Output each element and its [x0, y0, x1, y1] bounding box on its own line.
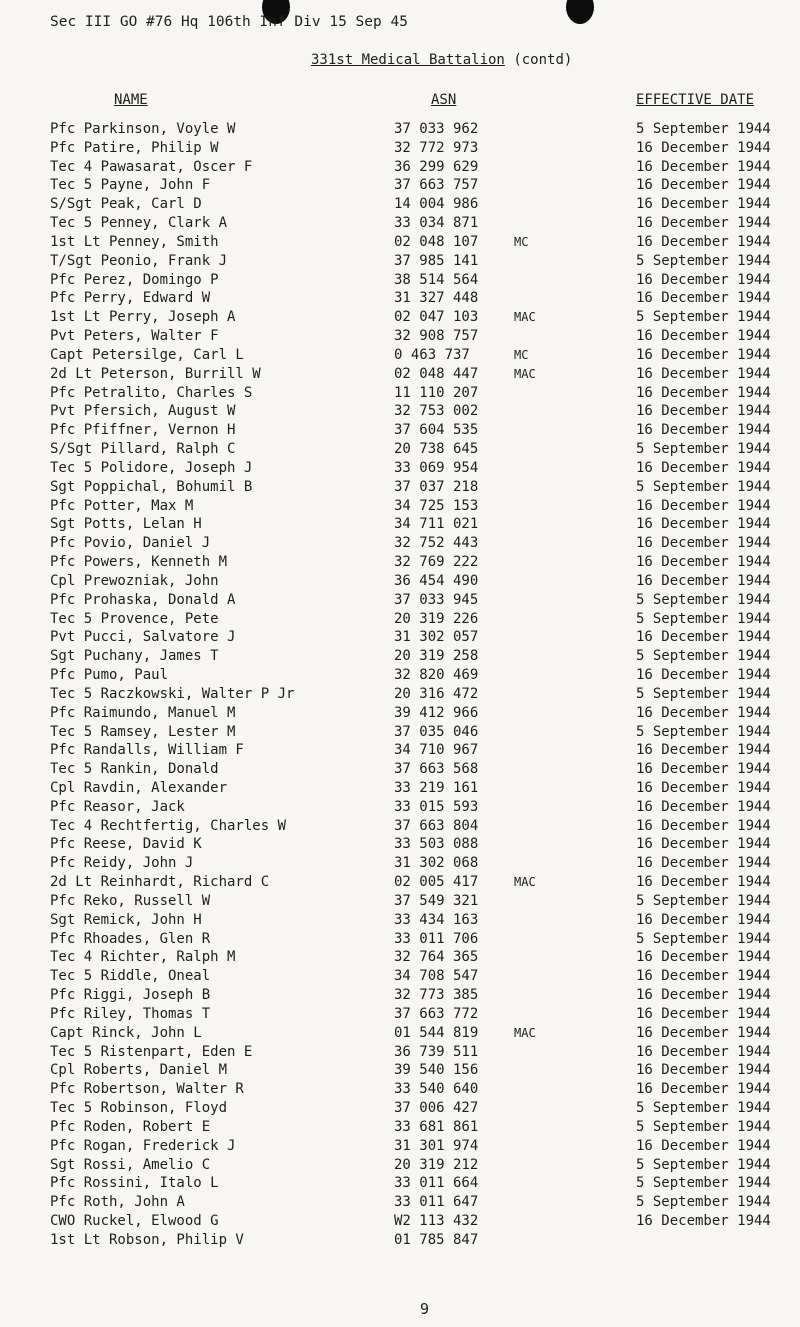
effective-date: 16 December 1944 — [636, 798, 771, 815]
table-row — [0, 1099, 800, 1118]
person-name: CWO Ruckel, Elwood G — [50, 1213, 219, 1230]
effective-date: 16 December 1944 — [636, 704, 771, 721]
table-row — [0, 440, 800, 459]
table-row — [0, 1231, 800, 1250]
asn-value: 11 110 207 — [394, 384, 479, 401]
effective-date: 16 December 1944 — [636, 761, 771, 778]
asn-value: 37 663 772 — [394, 1005, 479, 1022]
person-name: Pfc Povio, Daniel J — [50, 535, 211, 552]
effective-date: 16 December 1944 — [636, 139, 771, 156]
table-row — [0, 553, 800, 572]
table-row — [0, 289, 800, 308]
effective-date: 5 September 1944 — [636, 685, 771, 702]
asn-value: 20 319 212 — [394, 1156, 479, 1173]
table-row — [0, 911, 800, 930]
asn-value: 33 011 647 — [394, 1194, 479, 1211]
person-name: Pfc Reko, Russell W — [50, 892, 211, 909]
asn-value: 02 048 107 — [394, 233, 479, 250]
table-row — [0, 741, 800, 760]
person-name: Pfc Rossini, Italo L — [50, 1175, 219, 1192]
person-name: Tec 5 Robinson, Floyd — [50, 1100, 228, 1117]
effective-date: 16 December 1944 — [636, 384, 771, 401]
table-row — [0, 459, 800, 478]
effective-date: 16 December 1944 — [636, 987, 771, 1004]
table-row — [0, 967, 800, 986]
person-name: T/Sgt Peonio, Frank J — [50, 252, 228, 269]
asn-value: 33 034 871 — [394, 215, 479, 232]
effective-date: 16 December 1944 — [636, 346, 771, 363]
effective-date: 16 December 1944 — [636, 403, 771, 420]
table-row — [0, 666, 800, 685]
asn-value: 31 327 448 — [394, 290, 479, 307]
effective-date: 16 December 1944 — [636, 271, 771, 288]
asn-value: 32 908 757 — [394, 328, 479, 345]
person-name: Pfc Robertson, Walter R — [50, 1081, 244, 1098]
effective-date: 16 December 1944 — [636, 874, 771, 891]
effective-date: 5 September 1944 — [636, 1156, 771, 1173]
effective-date: 16 December 1944 — [636, 177, 771, 194]
asn-value: 33 011 706 — [394, 930, 479, 947]
asn-value: 01 785 847 — [394, 1231, 479, 1248]
asn-value: 34 725 153 — [394, 497, 479, 514]
corps-designation: MAC — [514, 366, 536, 381]
person-name: Tec 5 Provence, Pete — [50, 610, 219, 627]
table-row — [0, 591, 800, 610]
unit-title-suffix: (contd) — [513, 52, 573, 68]
asn-value: 37 033 962 — [394, 121, 479, 137]
table-row — [0, 402, 800, 421]
effective-date: 16 December 1944 — [636, 629, 771, 646]
asn-value: 36 299 629 — [394, 158, 479, 175]
effective-date: 5 September 1944 — [636, 930, 771, 947]
asn-value: 33 219 161 — [394, 779, 479, 796]
asn-value: 33 540 640 — [394, 1081, 479, 1098]
table-row — [0, 779, 800, 798]
effective-date: 16 December 1944 — [636, 836, 771, 853]
roster-list — [0, 120, 800, 1250]
effective-date: 16 December 1944 — [636, 667, 771, 684]
effective-date: 16 December 1944 — [636, 911, 771, 928]
asn-value: 20 738 645 — [394, 441, 479, 458]
effective-date: 16 December 1944 — [636, 459, 771, 476]
asn-value: 37 985 141 — [394, 252, 479, 269]
asn-value: 32 753 002 — [394, 403, 479, 420]
effective-date: 16 December 1944 — [636, 855, 771, 872]
person-name: S/Sgt Pillard, Ralph C — [50, 441, 236, 458]
corps-designation: MC — [514, 347, 529, 362]
person-name: Pfc Petralito, Charles S — [50, 384, 253, 401]
effective-date: 16 December 1944 — [636, 233, 771, 250]
effective-date: 16 December 1944 — [636, 817, 771, 834]
table-row — [0, 421, 800, 440]
person-name: Pvt Peters, Walter F — [50, 328, 219, 345]
person-name: Pfc Pumo, Paul — [50, 667, 169, 684]
person-name: Pfc Perry, Edward W — [50, 290, 211, 307]
effective-date: 16 December 1944 — [636, 1005, 771, 1022]
person-name: Pvt Pucci, Salvatore J — [50, 629, 236, 646]
effective-date: 5 September 1944 — [636, 309, 771, 326]
effective-date: 16 December 1944 — [636, 554, 771, 571]
table-row — [0, 873, 800, 892]
asn-value: 20 319 258 — [394, 648, 479, 665]
effective-date: 5 September 1944 — [636, 1100, 771, 1117]
person-name: 1st Lt Perry, Joseph A — [50, 309, 236, 326]
asn-value: 39 412 966 — [394, 704, 479, 721]
effective-date: 16 December 1944 — [636, 779, 771, 796]
effective-date: 5 September 1944 — [636, 723, 771, 740]
table-row — [0, 1174, 800, 1193]
asn-value: 33 069 954 — [394, 459, 479, 476]
person-name: Pfc Potter, Max M — [50, 497, 194, 514]
person-name: Cpl Roberts, Daniel M — [50, 1062, 228, 1079]
effective-date: 16 December 1944 — [636, 1137, 771, 1154]
corps-designation: MAC — [514, 875, 536, 890]
page-number: 9 — [420, 1300, 430, 1318]
person-name: Tec 4 Rechtfertig, Charles W — [50, 817, 287, 834]
effective-date: 16 December 1944 — [636, 949, 771, 966]
person-name: Sgt Potts, Lelan H — [50, 516, 202, 533]
person-name: Pfc Riley, Thomas T — [50, 1005, 211, 1022]
table-row — [0, 760, 800, 779]
person-name: Tec 5 Ramsey, Lester M — [50, 723, 236, 740]
asn-value: 32 820 469 — [394, 667, 479, 684]
effective-date: 16 December 1944 — [636, 968, 771, 985]
person-name: Pfc Roden, Robert E — [50, 1118, 211, 1135]
asn-value: 31 302 057 — [394, 629, 479, 646]
asn-value: 37 006 427 — [394, 1100, 479, 1117]
asn-value: 02 005 417 — [394, 874, 479, 891]
person-name: Pfc Reese, David K — [50, 836, 202, 853]
asn-value: 37 037 218 — [394, 478, 479, 495]
column-header-effective-date: EFFECTIVE DATE — [636, 92, 755, 108]
asn-value: 37 035 046 — [394, 723, 479, 740]
person-name: Tec 4 Richter, Ralph M — [50, 949, 236, 966]
asn-value: 32 772 973 — [394, 139, 479, 156]
table-row — [0, 1212, 800, 1231]
table-row — [0, 723, 800, 742]
effective-date: 16 December 1944 — [636, 328, 771, 345]
asn-value: 20 319 226 — [394, 610, 479, 627]
person-name: Tec 5 Payne, John F — [50, 177, 211, 194]
asn-value: 31 302 068 — [394, 855, 479, 872]
asn-value: 37 663 757 — [394, 177, 479, 194]
table-row — [0, 685, 800, 704]
table-row — [0, 610, 800, 629]
person-name: Pfc Parkinson, Voyle W — [50, 121, 236, 137]
effective-date: 16 December 1944 — [636, 215, 771, 232]
table-row — [0, 948, 800, 967]
person-name: Pfc Powers, Kenneth M — [50, 554, 228, 571]
table-row — [0, 214, 800, 233]
person-name: Sgt Puchany, James T — [50, 648, 219, 665]
person-name: Capt Petersilge, Carl L — [50, 346, 244, 363]
asn-value: W2 113 432 — [394, 1213, 479, 1230]
asn-value: 37 663 568 — [394, 761, 479, 778]
effective-date: 5 September 1944 — [636, 892, 771, 909]
effective-date: 5 September 1944 — [636, 1194, 771, 1211]
effective-date: 5 September 1944 — [636, 610, 771, 627]
effective-date: 5 September 1944 — [636, 441, 771, 458]
person-name: Tec 5 Penney, Clark A — [50, 215, 228, 232]
person-name: 1st Lt Robson, Philip V — [50, 1231, 244, 1248]
effective-date: 5 September 1944 — [636, 591, 771, 608]
person-name: Pfc Reasor, Jack — [50, 798, 185, 815]
effective-date: 5 September 1944 — [636, 478, 771, 495]
table-row — [0, 384, 800, 403]
table-row — [0, 233, 800, 252]
effective-date: 16 December 1944 — [636, 290, 771, 307]
table-row — [0, 1024, 800, 1043]
effective-date: 16 December 1944 — [636, 1062, 771, 1079]
asn-value: 33 681 861 — [394, 1118, 479, 1135]
effective-date: 5 September 1944 — [636, 121, 771, 137]
table-row — [0, 195, 800, 214]
asn-value: 33 011 664 — [394, 1175, 479, 1192]
asn-value: 37 549 321 — [394, 892, 479, 909]
person-name: Cpl Ravdin, Alexander — [50, 779, 228, 796]
effective-date: 5 September 1944 — [636, 1175, 771, 1192]
table-row — [0, 892, 800, 911]
table-row — [0, 365, 800, 384]
effective-date: 16 December 1944 — [636, 196, 771, 213]
person-name: Sgt Remick, John H — [50, 911, 202, 928]
effective-date: 5 September 1944 — [636, 648, 771, 665]
table-row — [0, 930, 800, 949]
asn-value: 01 544 819 — [394, 1024, 479, 1041]
person-name: Cpl Prewozniak, John — [50, 572, 219, 589]
asn-value: 32 764 365 — [394, 949, 479, 966]
order-reference: Sec III GO #76 Hq 106th Inf Div 15 Sep 45 — [50, 14, 408, 30]
table-row — [0, 704, 800, 723]
effective-date: 16 December 1944 — [636, 1043, 771, 1060]
table-row — [0, 271, 800, 290]
effective-date: 16 December 1944 — [636, 1081, 771, 1098]
table-row — [0, 534, 800, 553]
effective-date: 16 December 1944 — [636, 158, 771, 175]
corps-designation: MAC — [514, 310, 536, 325]
effective-date: 16 December 1944 — [636, 497, 771, 514]
table-row — [0, 798, 800, 817]
asn-value: 32 769 222 — [394, 554, 479, 571]
table-row — [0, 176, 800, 195]
person-name: Tec 5 Raczkowski, Walter P Jr — [50, 685, 295, 702]
corps-designation: MAC — [514, 1025, 536, 1040]
person-name: Pfc Pfiffner, Vernon H — [50, 422, 236, 439]
effective-date: 16 December 1944 — [636, 742, 771, 759]
person-name: Capt Rinck, John L — [50, 1024, 202, 1041]
table-row — [0, 346, 800, 365]
asn-value: 36 454 490 — [394, 572, 479, 589]
table-row — [0, 647, 800, 666]
asn-value: 31 301 974 — [394, 1137, 479, 1154]
unit-title-line — [311, 52, 572, 68]
table-row — [0, 515, 800, 534]
effective-date: 5 September 1944 — [636, 1118, 771, 1135]
table-row — [0, 1043, 800, 1062]
asn-value: 38 514 564 — [394, 271, 479, 288]
column-header-asn: ASN — [431, 92, 457, 108]
unit-title: 331st Medical Battalion — [311, 52, 505, 68]
table-row — [0, 1005, 800, 1024]
table-row — [0, 497, 800, 516]
asn-value: 20 316 472 — [394, 685, 479, 702]
person-name: Tec 5 Riddle, Oneal — [50, 968, 211, 985]
person-name: Pfc Raimundo, Manuel M — [50, 704, 236, 721]
person-name: 2d Lt Reinhardt, Richard C — [50, 874, 270, 891]
person-name: Pfc Perez, Domingo P — [50, 271, 219, 288]
effective-date: 16 December 1944 — [636, 516, 771, 533]
person-name: Tec 5 Rankin, Donald — [50, 761, 219, 778]
table-row — [0, 1118, 800, 1137]
person-name: Pfc Rhoades, Glen R — [50, 930, 211, 947]
effective-date: 16 December 1944 — [636, 1024, 771, 1041]
table-row — [0, 1193, 800, 1212]
person-name: Tec 5 Ristenpart, Eden E — [50, 1043, 253, 1060]
asn-value: 37 604 535 — [394, 422, 479, 439]
person-name: Pfc Roth, John A — [50, 1194, 185, 1211]
table-row — [0, 986, 800, 1005]
person-name: Sgt Poppichal, Bohumil B — [50, 478, 253, 495]
person-name: Pfc Reidy, John J — [50, 855, 194, 872]
table-row — [0, 120, 800, 139]
table-row — [0, 158, 800, 177]
table-row — [0, 572, 800, 591]
corps-designation: MC — [514, 234, 529, 249]
asn-value: 0 463 737 — [394, 346, 470, 363]
asn-value: 39 540 156 — [394, 1062, 479, 1079]
asn-value: 33 015 593 — [394, 798, 479, 815]
asn-value: 36 739 511 — [394, 1043, 479, 1060]
asn-value: 32 773 385 — [394, 987, 479, 1004]
asn-value: 32 752 443 — [394, 535, 479, 552]
person-name: Sgt Rossi, Amelio C — [50, 1156, 211, 1173]
asn-value: 33 434 163 — [394, 911, 479, 928]
asn-value: 34 711 021 — [394, 516, 479, 533]
person-name: 2d Lt Peterson, Burrill W — [50, 365, 261, 382]
effective-date: 16 December 1944 — [636, 572, 771, 589]
table-row — [0, 1080, 800, 1099]
person-name: Pfc Riggi, Joseph B — [50, 987, 211, 1004]
person-name: Tec 5 Polidore, Joseph J — [50, 459, 253, 476]
person-name: Pfc Randalls, William F — [50, 742, 244, 759]
asn-value: 37 663 804 — [394, 817, 479, 834]
table-row — [0, 478, 800, 497]
table-row — [0, 1156, 800, 1175]
asn-value: 02 047 103 — [394, 309, 479, 326]
person-name: 1st Lt Penney, Smith — [50, 233, 219, 250]
table-row — [0, 835, 800, 854]
effective-date: 16 December 1944 — [636, 1213, 771, 1230]
table-row — [0, 817, 800, 836]
punch-hole-right — [566, 0, 594, 24]
person-name: Pvt Pfersich, August W — [50, 403, 236, 420]
table-row — [0, 1061, 800, 1080]
person-name: Tec 4 Pawasarat, Oscer F — [50, 158, 253, 175]
asn-value: 33 503 088 — [394, 836, 479, 853]
effective-date: 16 December 1944 — [636, 365, 771, 382]
table-row — [0, 308, 800, 327]
column-header-name: NAME — [114, 92, 148, 108]
table-row — [0, 252, 800, 271]
person-name: S/Sgt Peak, Carl D — [50, 196, 202, 213]
effective-date: 16 December 1944 — [636, 422, 771, 439]
person-name: Pfc Prohaska, Donald A — [50, 591, 236, 608]
effective-date: 16 December 1944 — [636, 535, 771, 552]
asn-value: 34 710 967 — [394, 742, 479, 759]
table-row — [0, 1137, 800, 1156]
asn-value: 14 004 986 — [394, 196, 479, 213]
table-row — [0, 327, 800, 346]
person-name: Pfc Rogan, Frederick J — [50, 1137, 236, 1154]
table-row — [0, 628, 800, 647]
effective-date: 5 September 1944 — [636, 252, 771, 269]
table-row — [0, 139, 800, 158]
asn-value: 34 708 547 — [394, 968, 479, 985]
person-name: Pfc Patire, Philip W — [50, 139, 219, 156]
asn-value: 37 033 945 — [394, 591, 479, 608]
asn-value: 02 048 447 — [394, 365, 479, 382]
table-row — [0, 854, 800, 873]
